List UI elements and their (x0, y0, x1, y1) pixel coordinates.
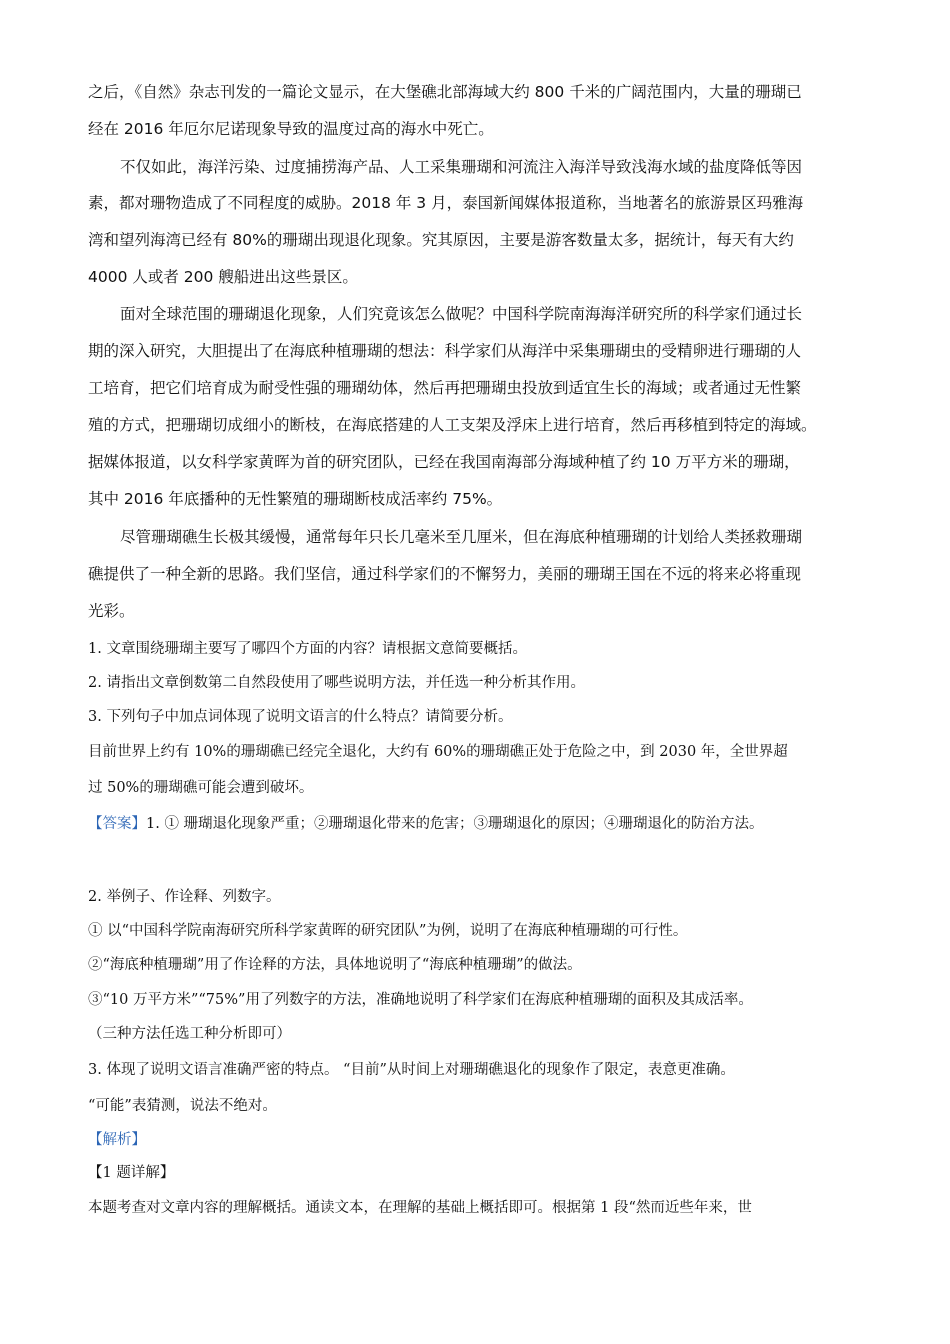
article-p4-line1: 尽管珊瑚礁生长极其缓慢，通常每年只长几毫米至几厘米，但在海底种植珊瑚的计划给人类拯救珊瑚 (120, 528, 803, 546)
article-p3-line4: 殖的方式，把珊瑚切成细小的断枝，在海底搭建的人工支架及浮床上进行培育，然后再移植到特定的海域。 (88, 416, 817, 434)
article-p3-line5: 据媒体报道，以女科学家黄晖为首的研究团队，已经在我国南海部分海域种植了约 10 万平方米的珊瑚， (88, 453, 800, 471)
article-p4-line2: 礁提供了一种全新的思路。我们坚信，通过科学家们的不懈努力，美丽的珊瑚王国在不远的将来必将重现 (88, 565, 802, 583)
answer-3-line2: “可能”表猜测，说法不绝对。 (88, 1098, 277, 1114)
answer-3-line1: 3. 体现了说明文语言准确严密的特点。 “目前”从时间上对珊瑚礁退化的现象作了限定，表意更准确。 (88, 1062, 735, 1078)
article-p1-line1: 之后，《自然》杂志刊发的一篇论文显示，在大堡礁北部海域大约 800 千米的广阔范围内，大量的珊瑚已 (88, 83, 802, 101)
article-p2-line2: 素，都对珊物造成了不同程度的威胁。2018 年 3 月，泰国新闻媒体报道称，当地著名的旅游景区玛雅海 (88, 194, 804, 212)
article-p3-line2: 期的深入研究，大胆提出了在海底种植珊瑚的想法：科学家们从海洋中采集珊瑚虫的受精卵进行珊瑚的人 (88, 342, 802, 360)
question-2: 2. 请指出文章倒数第二自然段使用了哪些说明方法，并任选一种分析其作用。 (88, 675, 585, 691)
article-p3-line6: 其中 2016 年底播种的无性繁殖的珊瑚断枝成活率约 75%。 (88, 490, 503, 508)
answer-2-item2: ②“海底种植珊瑚”用了作诠释的方法，具体地说明了“海底种植珊瑚”的做法。 (88, 957, 582, 973)
article-p3-line3: 工培育，把它们培育成为耐受性强的珊瑚幼体，然后再把珊瑚虫投放到适宜生长的海域；或者通过无性繁 (88, 379, 802, 397)
answer-2-head: 2. 举例子、作诠释、列数字。 (88, 889, 281, 905)
article-p3-line1: 面对全球范围的珊瑚退化现象，人们究竟该怎么做呢？中国科学院南海海洋研究所的科学家们通过长 (120, 305, 803, 323)
question-3: 3. 下列句子中加点词体现了说明文语言的什么特点？请简要分析。 (88, 709, 513, 725)
article-p4-line3: 光彩。 (88, 602, 135, 620)
question-3-quote-line1: 目前世界上约有 10%的珊瑚礁已经完全退化，大约有 60%的珊瑚礁正处于危险之中，到 2030 年，全世界超 (88, 744, 788, 760)
answer-2-item1: ① 以“中国科学院南海研究所科学家黄晖的研究团队”为例，说明了在海底种植珊瑚的可行性。 (88, 923, 688, 939)
analysis-label: 【解析】 (88, 1132, 146, 1148)
article-p2-line4: 4000 人或者 200 艘船进出这些景区。 (88, 268, 358, 286)
analysis-subheading-1: 【1 题详解】 (88, 1165, 175, 1181)
answer-1: 1. ① 珊瑚退化现象严重；②珊瑚退化带来的危害；③珊瑚退化的原因；④珊瑚退化的防治方法。 (146, 816, 764, 832)
answer-2-note: （三种方法任选工种分析即可） (88, 1026, 291, 1042)
article-p2-line1: 不仅如此，海洋污染、过度捕捞海产品、人工采集珊瑚和河流注入海洋导致浅海水域的盐度降低等因 (120, 158, 803, 176)
article-p1-line2: 经在 2016 年厄尔尼诺现象导致的温度过高的海水中死亡。 (88, 120, 494, 138)
answer-label: 【答案】 (88, 816, 146, 832)
question-3-quote-line2: 过 50%的珊瑚礁可能会遭到破坏。 (88, 780, 314, 796)
article-p2-line3: 湾和望列海湾已经有 80%的珊瑚出现退化现象。究其原因，主要是游客数量太多，据统计，每天有大约 (88, 231, 794, 249)
answer-1-row (88, 812, 764, 833)
question-1: 1. 文章围绕珊瑚主要写了哪四个方面的内容？请根据文意简要概括。 (88, 641, 527, 657)
answer-2-item3: ③“10 万平方米”“75%”用了列数字的方法，准确地说明了科学家们在海底种植珊瑚的面积及其成活率。 (88, 992, 753, 1008)
analysis-text-line1: 本题考查对文章内容的理解概括。通读文本，在理解的基础上概括即可。根据第 1 段“然而近些年来，世 (88, 1200, 752, 1216)
